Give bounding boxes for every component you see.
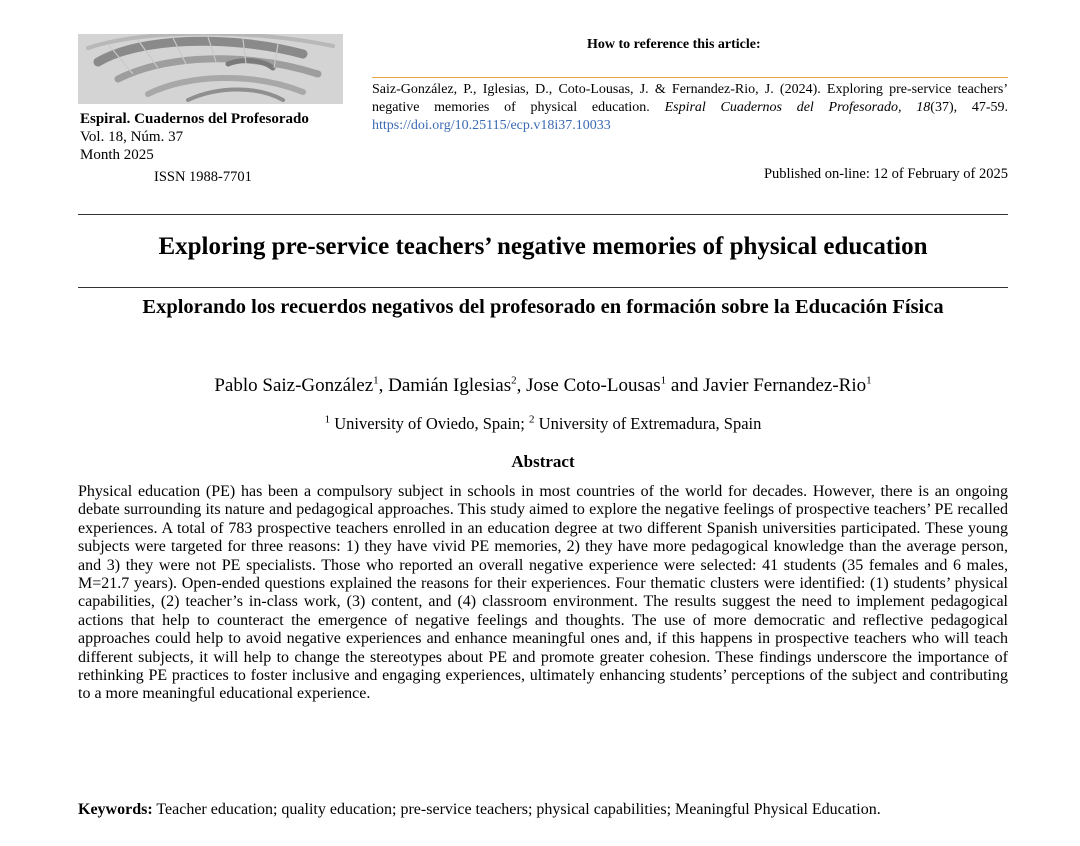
journal-month: Month 2025: [80, 147, 154, 163]
affiliation-text: University of Extremadura, Spain: [534, 414, 762, 433]
abstract-heading: Abstract: [511, 452, 575, 471]
published-date: Published on-line: 12 of February of 2025: [763, 166, 1008, 182]
author-separator: ,: [516, 375, 527, 396]
author-affiliation-mark: 2: [511, 374, 517, 387]
title-english: Exploring pre-service teachers’ negative memories of physical education: [158, 233, 928, 260]
affiliations: [78, 414, 1008, 434]
how-to-reference-heading: How to reference this article:: [587, 37, 761, 52]
author-separator: ,: [378, 375, 389, 396]
affiliation-text: University of Oviedo, Spain;: [330, 414, 530, 433]
author-name: Javier Fernandez-Rio: [703, 375, 867, 396]
author-separator: and: [666, 375, 704, 396]
header-divider: [78, 214, 1008, 215]
author-name: Jose Coto-Lousas: [526, 375, 661, 396]
author-affiliation-mark: 1: [373, 374, 379, 387]
authors: [78, 375, 1008, 397]
abstract-body: Physical education (PE) has been a compulsory subject in schools in most countries of the world for decades. However, there is an ongoing debate surrounding its nature and pedagogical approaches. This study aimed to explore the negative feelings of prospective teachers’ PE recalled experiences. A total of 783 prospective teachers enrolled in an education degree at two different Spanish universities participated. These young subjects were targeted for three reasons: 1) they have vivid PE memories, 2) they have more pedagogical knowledge than the average person, and 3) they were not PE specialists. Those who reported an overall negative experience were selected: 41 students (35 females and 6 males, M=21.7 years). Open-ended questions explained the reasons for their experiences. Four thematic clusters were identified: (1) students’ physical capabilities, (2) teacher’s in-class work, (3) content, and (4) classroom environment. The results suggest the need to implement pedagogical actions that help to counteract the emergence of negative feelings and thoughts. The use of more democratic and reflective pedagogical approaches could help to avoid negative experiences and enhance meaningful ones and, if this happens in prospective teachers who will teach different subjects, it will help to change the stereotypes about PE and promote greater cohesion. These findings underscore the importance of rethinking PE practices to foster inclusive and engaging experiences, ultimately enhancing students’ perceptions of the subject and contributing to a more meaningful educational experience.: [78, 483, 1008, 703]
keywords: [78, 800, 1008, 819]
journal-name: Espiral. Cuadernos del Profesorado: [80, 111, 309, 127]
author-name: Damián Iglesias: [388, 375, 512, 396]
title-spanish: Explorando los recuerdos negativos del profesorado en formación sobre la Educación Física: [142, 296, 944, 318]
keywords-text: Teacher education; quality education; pre-service teachers; physical capabilities; Meaningful Physical Education.: [152, 801, 881, 818]
title-divider: [78, 287, 1008, 288]
citation: [372, 81, 1008, 135]
orange-divider: [372, 77, 1008, 78]
journal-logo: [78, 34, 343, 104]
keywords-label: Keywords:: [78, 801, 153, 818]
citation-authors: Saiz-González, P., Iglesias, D., Coto-Lousas, J. & Fernandez-Rio, J. (2024). Exploring pre-service teachers’ negative memories of physical education.: [372, 82, 1008, 115]
doi-link[interactable]: https://doi.org/10.25115/ecp.v18i37.10033: [372, 118, 611, 133]
journal-issn: ISSN 1988-7701: [154, 169, 252, 185]
affiliation-number: 1: [324, 413, 331, 426]
journal-volume: Vol. 18, Núm. 37: [80, 129, 184, 145]
author-affiliation-mark: 1: [660, 374, 667, 387]
citation-journal: Espiral Cuadernos del Profesorado, 18: [664, 100, 931, 115]
affiliation-number: 2: [529, 413, 535, 426]
citation-pages: (37), 47-59.: [930, 100, 1009, 115]
author-name: Pablo Saiz-González: [214, 375, 374, 396]
author-affiliation-mark: 1: [866, 374, 872, 387]
